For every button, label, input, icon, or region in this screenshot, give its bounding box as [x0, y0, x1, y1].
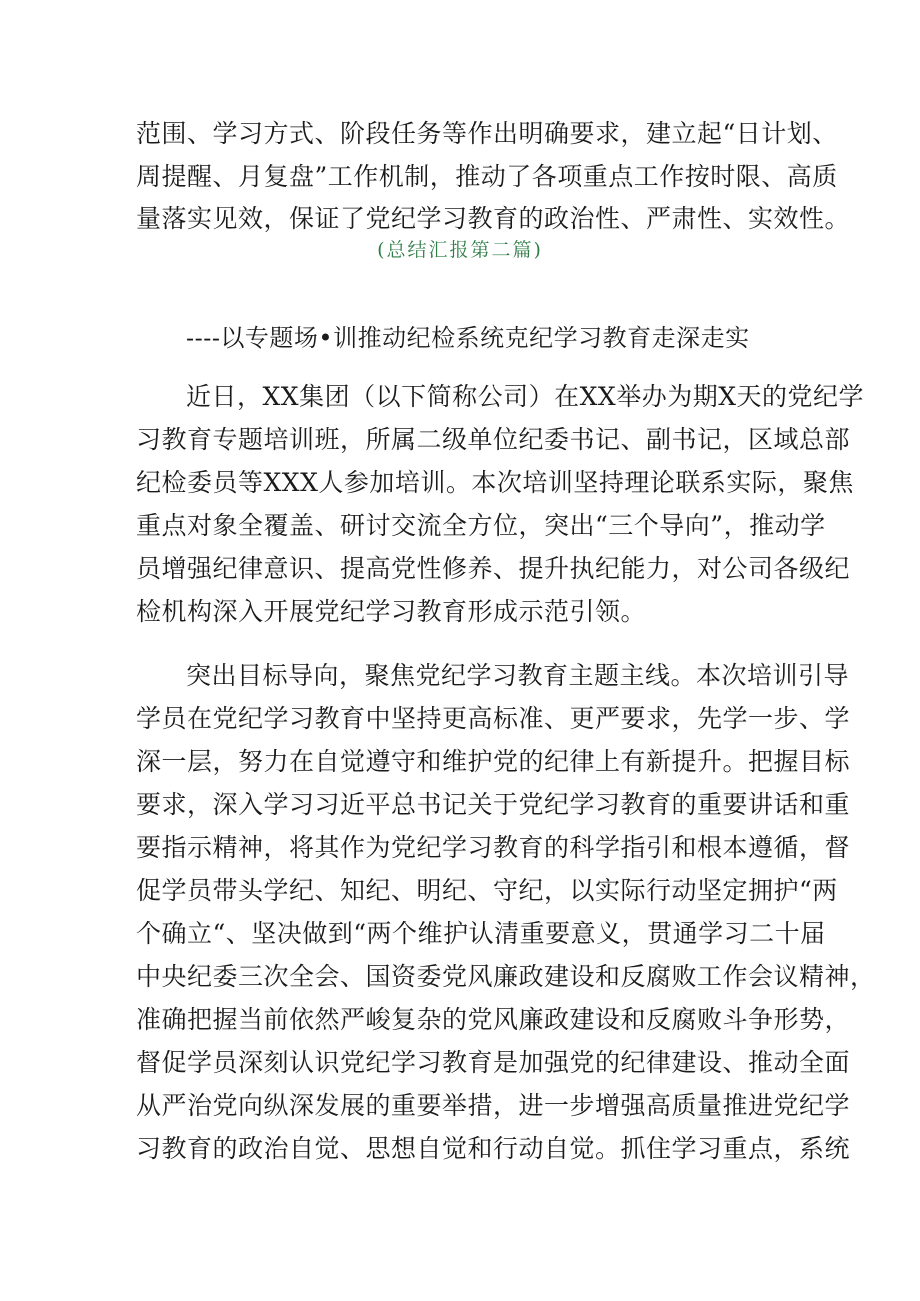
- carryover-line: 范围、学习方式、阶段任务等作出明确要求，建立起“日计划、: [136, 119, 838, 148]
- paragraph-line: 重点对象全覆盖、研讨交流全方位，突出“三个导向”，推动学: [136, 511, 826, 540]
- paragraph-line: 中央纪委三次全会、国资委党风廉政建设和反腐败工作会议精神，: [136, 962, 876, 991]
- paragraph-line: 习教育的政治自觉、思想自觉和行动自觉。抓住学习重点，系统: [136, 1134, 851, 1163]
- section-heading: (总结汇报第二篇): [377, 239, 543, 261]
- paragraph-line: 要指示精神，将其作为党纪学习教育的科学指引和根本遵循，督: [136, 833, 851, 862]
- carryover-line: 周提醒、月复盘”工作机制，推动了各项重点工作按时限、高质: [136, 162, 838, 191]
- paragraph-line: 检机构深入开展党纪学习教育形成示范引领。: [136, 597, 647, 626]
- paragraph-line: 从严治党向纵深发展的重要举措，进一步增强高质量推进党纪学: [136, 1091, 851, 1120]
- paragraph-line: 要求，深入学习习近平总书记关于党纪学习教育的重要讲话和重: [136, 790, 851, 819]
- paragraph-line: 深一层，努力在自觉遵守和维护党的纪律上有新提升。把握目标: [136, 747, 851, 776]
- paragraph-line: 习教育专题培训班，所属二级单位纪委书记、副书记，区域总部: [136, 425, 851, 454]
- paragraph-line: 促学员带头学纪、知纪、明纪、守纪，以实际行动坚定拥护“两: [136, 876, 838, 905]
- paragraph-line: 个确立“、坚决做到“两个维护认清重要意义，贯通学习二十届: [136, 919, 826, 948]
- paragraph-line: 督促学员深刻认识党纪学习教育是加强党的纪律建设、推动全面: [136, 1048, 851, 1077]
- carryover-line: 量落实见效，保证了党纪学习教育的政治性、严肃性、实效性。: [136, 204, 851, 233]
- paragraph-line: 纪检委员等XXX人参加培训。本次培训坚持理论联系实际，聚焦: [136, 468, 854, 497]
- paragraph-line: 准确把握当前依然严峻复杂的党风廉政建设和反腐败斗争形势，: [136, 1005, 851, 1034]
- paragraph-line: 近日，XX集团（以下简称公司）在XX举办为期X天的党纪学: [186, 382, 864, 411]
- article-subtitle: ----以专题场•训推动纪检系统克纪学习教育走深走实: [186, 324, 750, 352]
- paragraph-line: 学员在党纪学习教育中坚持更高标准、更严要求，先学一步、学: [136, 704, 851, 733]
- paragraph-line: 员增强纪律意识、提高党性修养、提升执纪能力，对公司各级纪: [136, 554, 851, 583]
- paragraph-line: 突出目标导向，聚焦党纪学习教育主题主线。本次培训引导: [186, 661, 850, 690]
